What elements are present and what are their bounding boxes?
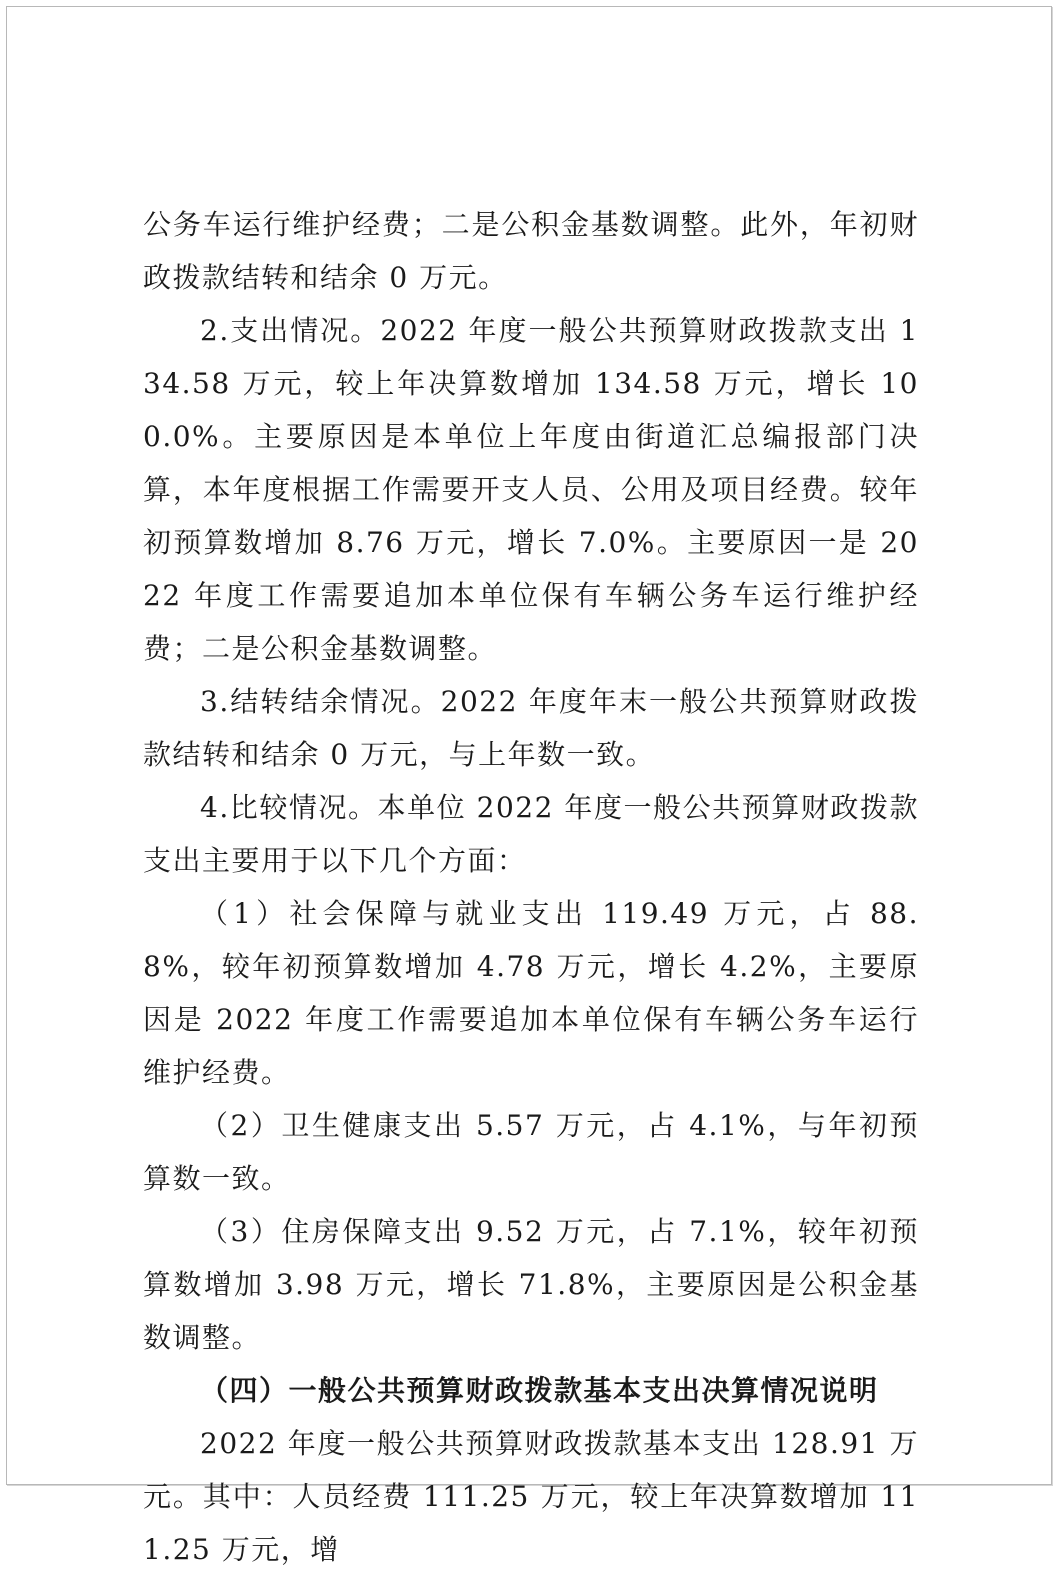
document-body bbox=[143, 198, 919, 1576]
paragraph-housing: （3）住房保障支出 9.52 万元，占 7.1%，较年初预算数增加 3.98 万元，增长 71.8%，主要原因是公积金基数调整。 bbox=[143, 1215, 919, 1354]
paragraph-expenditure-situation: 2.支出情况。2022 年度一般公共预算财政拨款支出 134.58 万元，较上年决算数增加 134.58 万元，增长 100.0%。主要原因是本单位上年度由街道汇总编报部门决算，本年度根据工作需要开支人员、公用及项目经费。较年初预算数增加 8.76 万元，增长 7.0%。主要原因一是 2022 年度工作需要追加本单位保有车辆公务车运行维护经费；二是公积金基数调整。 bbox=[143, 314, 919, 665]
paragraph-carryover-balance: 3.结转结余情况。2022 年度年末一般公共预算财政拨款结转和结余 0 万元，与上年数一致。 bbox=[143, 685, 919, 771]
paragraph-comparison: 4.比较情况。本单位 2022 年度一般公共预算财政拨款支出主要用于以下几个方面： bbox=[143, 791, 919, 877]
paragraph-basic-expenditure: 2022 年度一般公共预算财政拨款基本支出 128.91 万元。其中：人员经费 111.25 万元，较上年决算数增加 111.25 万元，增 bbox=[143, 1427, 919, 1566]
paragraph-health: （2）卫生健康支出 5.57 万元，占 4.1%，与年初预算数一致。 bbox=[143, 1109, 919, 1195]
section-heading-basic-expenditure: （四）一般公共预算财政拨款基本支出决算情况说明 bbox=[200, 1374, 879, 1407]
paragraph-social-security: （1）社会保障与就业支出 119.49 万元，占 88.8%，较年初预算数增加 4.78 万元，增长 4.2%，主要原因是 2022 年度工作需要追加本单位保有车辆公务车运行维护经费。 bbox=[143, 897, 919, 1089]
paragraph-vehicle-maintenance-carryover: 公务车运行维护经费；二是公积金基数调整。此外，年初财政拨款结转和结余 0 万元。 bbox=[143, 208, 919, 294]
